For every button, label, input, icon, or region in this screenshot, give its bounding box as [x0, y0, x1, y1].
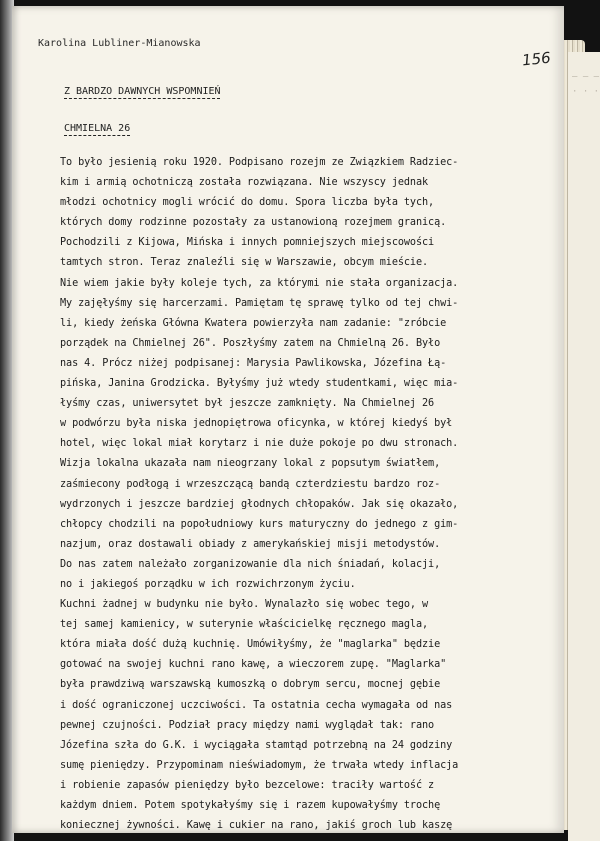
text-line: hotel, więc lokal miał korytarz i nie duże pokoje po dwu stronach. — [60, 438, 459, 450]
text-line: Do nas zatem należało zorganizowanie dla nich śniadań, kolacji, — [60, 558, 441, 570]
document-subtitle: CHMIELNA 26 — [64, 123, 131, 134]
text-line: Wizja lokalna ukazała nam nieogrzany lokal z popsutym światłem, — [60, 458, 441, 470]
text-line: Nie wiem jakie były koleje tych, za którymi nie stała organizacja. — [60, 277, 459, 289]
text-line: każdym dniem. Potem spotykałyśmy się i razem kupowałyśmy trochę — [60, 800, 441, 811]
text-line: Kuchni żadnej w budynku nie było. Wynalazło się wobec tego, w — [60, 599, 429, 611]
text-line: koniecznej żywności. Kawę i cukier na rano, jakiś groch lub kaszę — [60, 820, 453, 832]
text-line: li, kiedy żeńska Główna Kwatera powierzyła nam zadanie: "zróbcie — [60, 317, 447, 329]
text-line: zaśmiecony podłogą i wrzeszczącą bandą czterdziestu bardzo roz- — [60, 478, 441, 490]
text-line: tej samej kamienicy, w suterynie właścicielkę ręcznego magla, — [60, 619, 429, 631]
text-line: i robienie zapasów pieniędzy było bezcelowe: traciły wartość z — [60, 779, 435, 791]
text-line: których domy rodzinne pozostały za ustanowioną rozejmem granicą. — [60, 217, 447, 229]
text-line: łyśmy czas, uniwersytet był jeszcze zamknięty. Na Chmielnej 26 — [60, 398, 435, 410]
text-line: no i jakiegoś porządku w ich rozwichrzonym życiu. — [60, 578, 356, 590]
text-line: młodzi ochotnicy mogli wrócić do domu. Spora liczba była tych, — [60, 197, 435, 209]
text-line: gotować na swojej kuchni rano kawę, a wieczorem zupę. "Maglarka" — [60, 659, 447, 671]
text-line: Pochodzili z Kijowa, Mińska i innych pomniejszych miejscowości — [60, 237, 435, 249]
text-line: nazjum, oraz dostawali obiady z amerykańskiej misji metodystów. — [60, 538, 441, 550]
text-line: pewnej czujności. Podział pracy między nami wyglądał tak: rano — [60, 719, 435, 731]
text-line: To było jesienią roku 1920. Podpisano rozejm ze Związkiem Radziec- — [60, 157, 459, 168]
document-page — [12, 6, 564, 833]
document-title: Z BARDZO DAWNYCH WSPOMNIEŃ — [64, 86, 221, 97]
text-line: w podwórzu była niska jednopiętrowa oficynka, w której kiedyś był — [60, 418, 453, 430]
text-line: chłopcy chodzili na popołudniowy kurs maturyczny do jednego z gim- — [60, 518, 459, 530]
body-text — [60, 153, 556, 836]
text-line: która miała dość dużą kuchnię. Umówiłyśmy, że "maglarka" będzie — [60, 639, 441, 651]
text-line: pińska, Janina Grodzicka. Byłyśmy już wtedy studentkami, więc mia- — [60, 378, 459, 390]
handwritten-page-number: 156 — [521, 48, 552, 70]
text-line: sumę pieniędzy. Przypominam nieświadomym, że trwała wtedy inflacja — [60, 759, 459, 771]
facing-page — [568, 52, 600, 841]
text-line: była prawdziwą warszawską kumoszką o dobrym sercu, mocnej gębie — [60, 679, 441, 691]
facing-page-bleed-through: — — — · · · — [572, 72, 600, 97]
text-line: My zajęłyśmy się harcerzami. Pamiętam tę sprawę tylko od tej chwi- — [60, 297, 459, 309]
text-line: tamtych stron. Teraz znaleźli się w Warszawie, obcym mieście. — [60, 257, 429, 269]
text-line: Józefina szła do G.K. i wyciągała stamtąd potrzebną na 24 godziny — [60, 739, 453, 751]
author-name: Karolina Lubliner-Mianowska — [38, 38, 201, 49]
text-line: i dość ograniczonej uczciwości. Ta ostatnia cecha wymagała od nas — [60, 699, 453, 711]
text-line: wydrzonych i jeszcze bardziej głodnych chłopaków. Jak się okazało, — [60, 498, 459, 510]
text-line: kim i armią ochotniczą została rozwiązana. Nie wszyscy jednak — [60, 177, 429, 189]
text-line: nas 4. Prócz niżej podpisanej: Marysia Pawlikowska, Józefina Łą- — [60, 357, 447, 369]
text-line: porządek na Chmielnej 26". Poszłyśmy zatem na Chmielną 26. Było — [60, 337, 441, 349]
